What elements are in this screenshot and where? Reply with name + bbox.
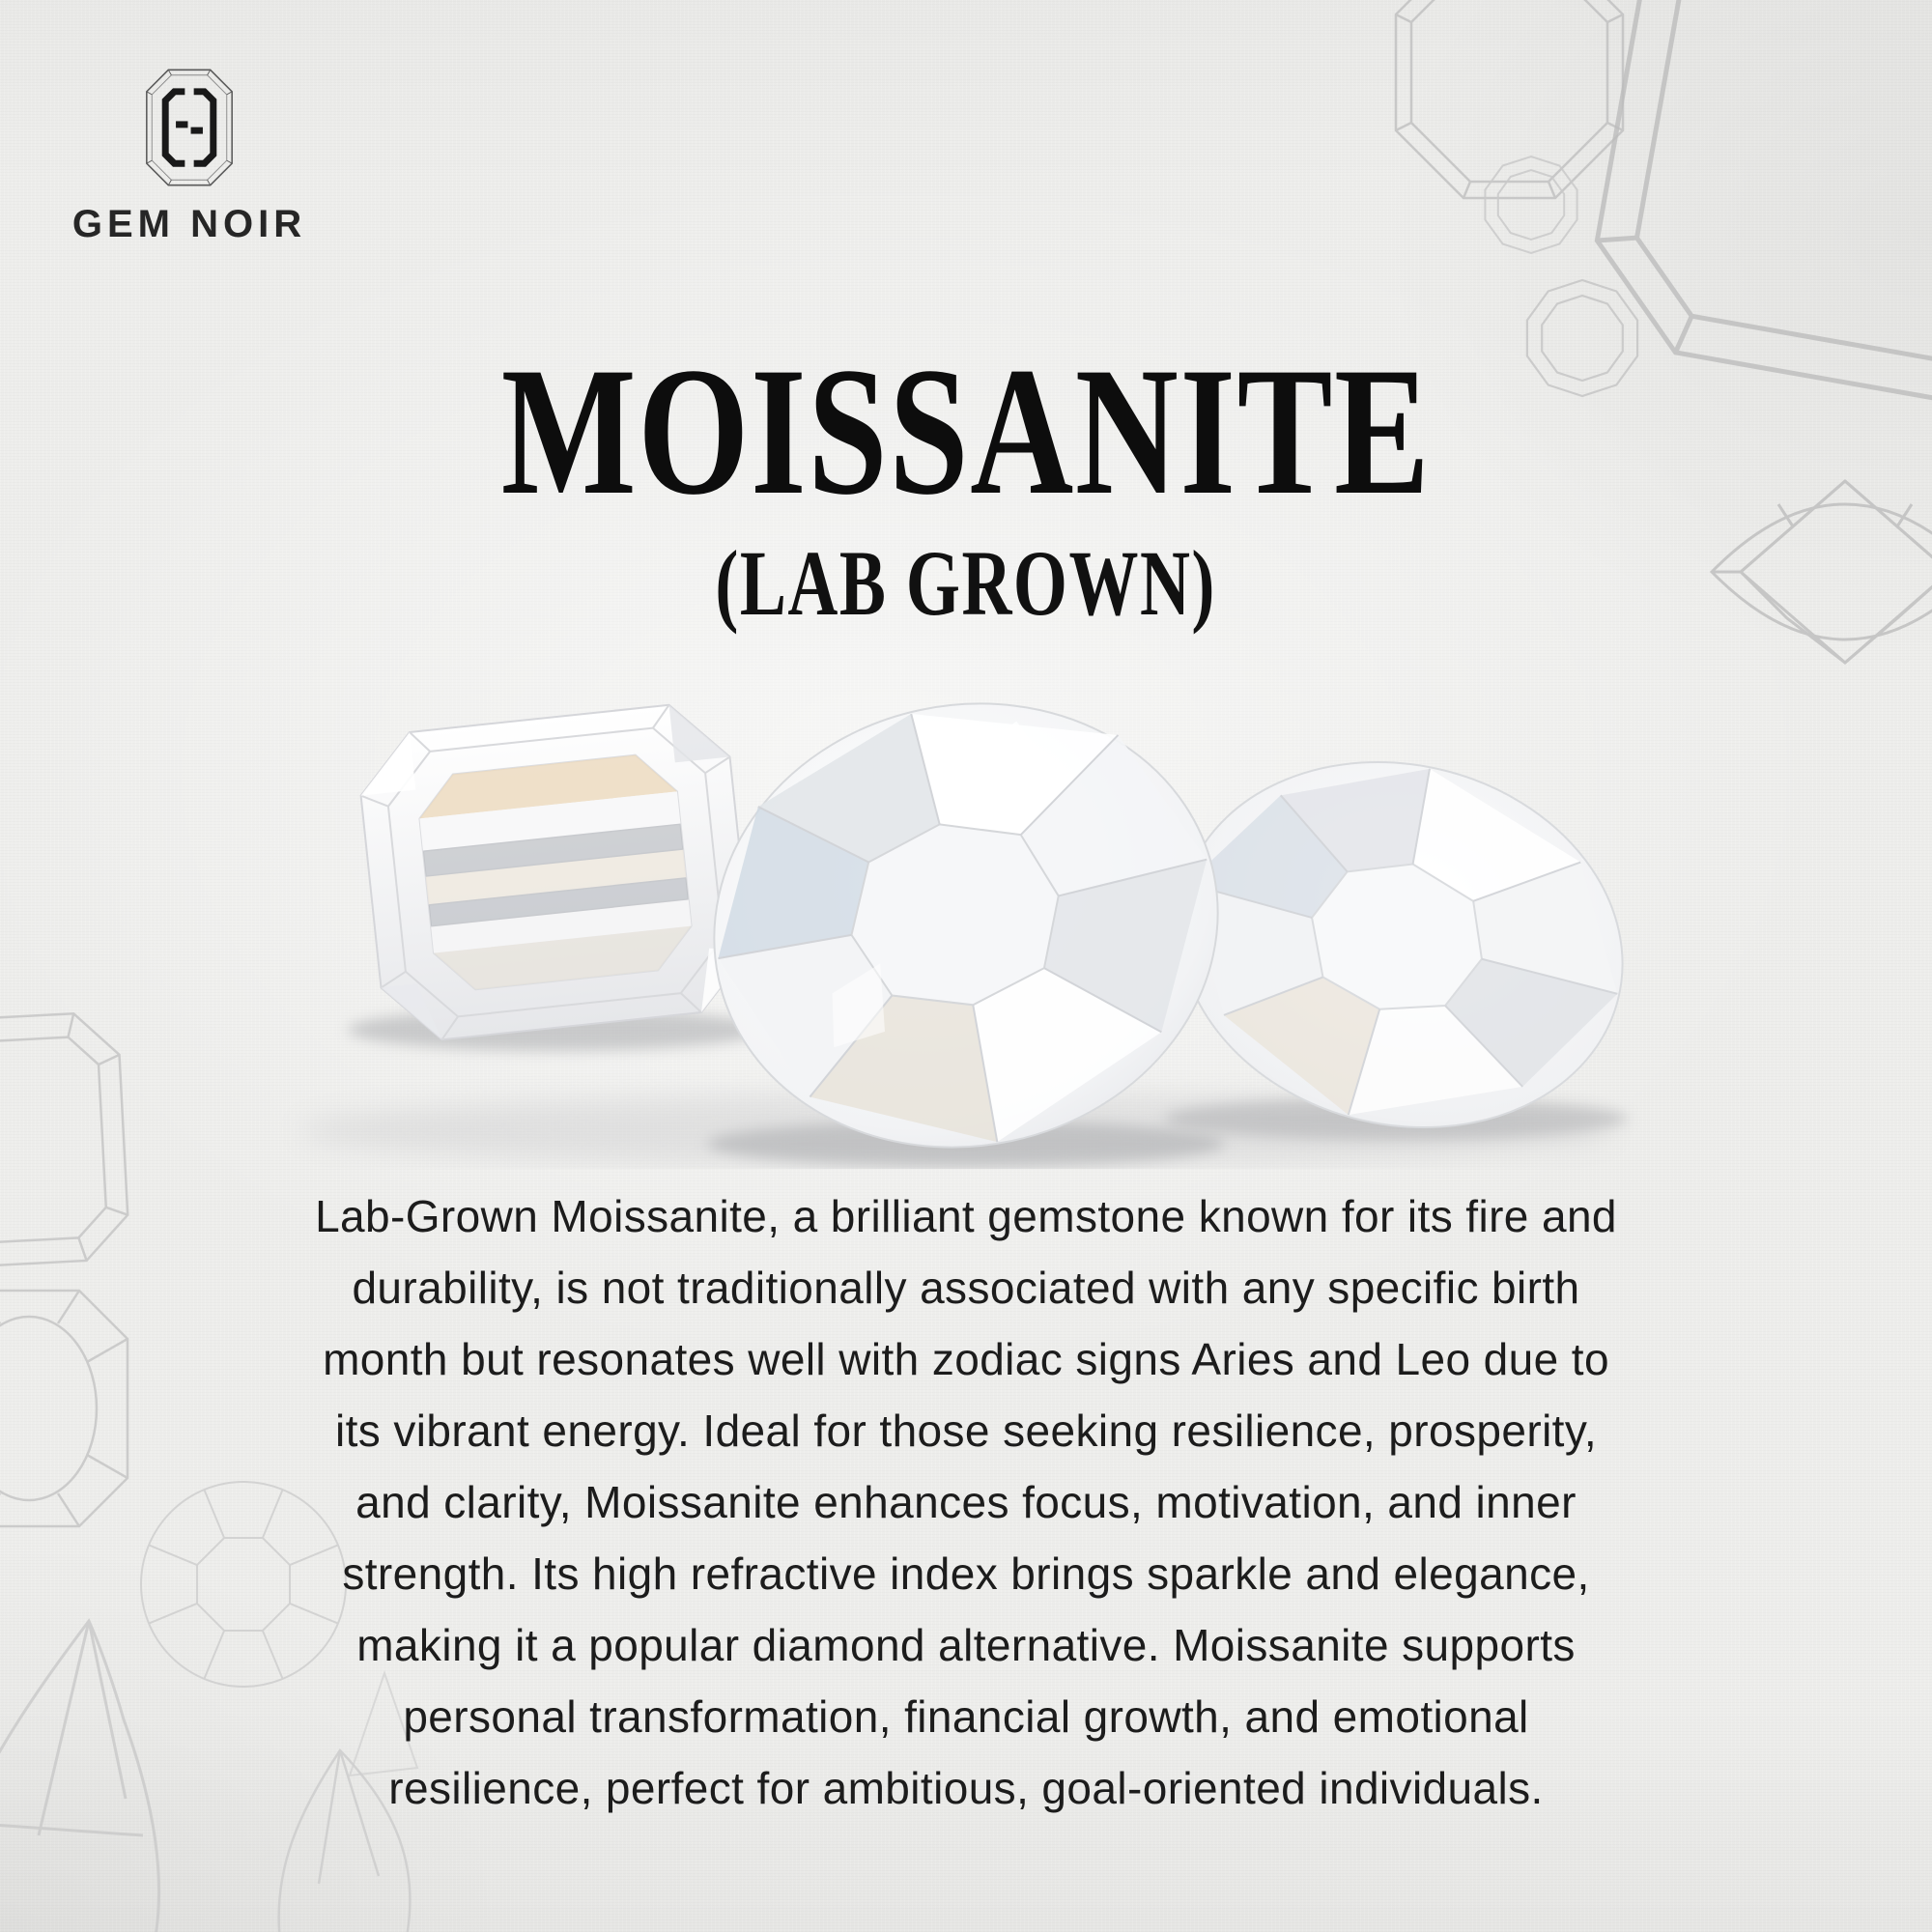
- description-paragraph: [135, 1180, 1797, 1824]
- paragraph-line: making it a popular diamond alternative. Moissanite supports: [356, 1620, 1576, 1670]
- paragraph-line: Lab-Grown Moissanite, a brilliant gemstone known for its fire and: [315, 1191, 1617, 1241]
- paragraph-line: durability, is not traditionally associated with any specific birth: [352, 1263, 1580, 1313]
- emerald-cut-gem: [355, 699, 755, 1045]
- paragraph-line: month but resonates well with zodiac signs Aries and Leo due to: [323, 1334, 1609, 1384]
- emerald-cut-outline-icon: [0, 1011, 130, 1268]
- gems-illustration: [270, 694, 1652, 1169]
- paragraph-line: personal transformation, financial growth, and emotional: [403, 1691, 1529, 1742]
- cushion-cut-outline-icon: [0, 1291, 128, 1526]
- decagon-outline-icon: [1485, 156, 1577, 253]
- page-title: MOISSANITE: [500, 330, 1432, 533]
- brand-logo: [64, 68, 315, 246]
- logo-octagon-monogram-icon: [144, 68, 235, 187]
- octagon-outline-icon: [1396, 0, 1623, 198]
- brand-name: GEM NOIR: [71, 203, 307, 245]
- paragraph-line: resilience, perfect for ambitious, goal-oriented individuals.: [388, 1763, 1544, 1813]
- paragraph-line: and clarity, Moissanite enhances focus, motivation, and inner: [355, 1477, 1577, 1527]
- page-subtitle: (LAB GROWN): [715, 531, 1217, 635]
- paragraph-line: its vibrant energy. Ideal for those seeking resilience, prosperity,: [334, 1406, 1598, 1456]
- paragraph-line: strength. Its high refractive index brings sparkle and elegance,: [342, 1548, 1590, 1599]
